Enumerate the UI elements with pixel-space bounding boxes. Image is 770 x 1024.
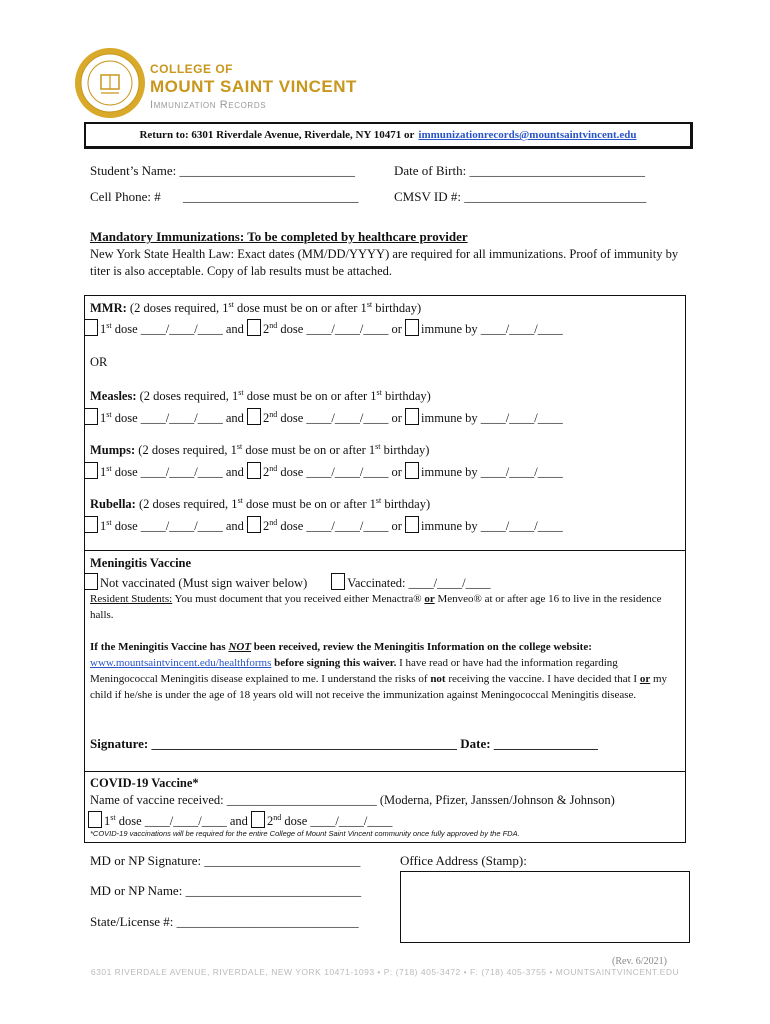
return-address-box	[84, 122, 693, 149]
return-email-link[interactable]: immunizationrecords@mountsaintvincent.edu	[418, 129, 637, 141]
student-name-field[interactable]: Student’s Name: ___________________________	[90, 163, 356, 178]
covid-dose2-date[interactable]: dose ____/____/____	[281, 814, 393, 828]
waiver-signature-line[interactable]: Signature: _______________________________________________ Date: ________________	[90, 736, 598, 751]
rubella-dose1-date[interactable]: dose ____/____/____ and	[111, 519, 248, 533]
covid-dose2-checkbox[interactable]	[251, 811, 265, 828]
covid-vaccine-name-field[interactable]: Name of vaccine received: ________________________ (Moderna, Pfizer, Janssen/Johnson & Johnson)	[90, 793, 615, 807]
md-signature-field[interactable]: MD or NP Signature: ________________________	[90, 853, 361, 868]
mumps-dose-row: 1st dose ____/____/____ and 2nd dose ____/____/____ or immune by ____/____/____	[84, 462, 563, 480]
form-subtitle: Immunization Records	[150, 99, 267, 111]
mmr-dose-row: 1st dose ____/____/____ and 2nd dose ____/____/____ or immune by ____/____/____	[84, 319, 563, 337]
college-name: MOUNT SAINT VINCENT	[150, 77, 357, 96]
md-name-field[interactable]: MD or NP Name: ___________________________	[90, 883, 362, 898]
mumps-dose2-checkbox[interactable]	[247, 462, 261, 479]
not-vaccinated-label: Not vaccinated (Must sign waiver below)	[100, 576, 308, 590]
mmr-dose1-checkbox[interactable]	[84, 319, 98, 336]
mmr-requirement: MMR: (2 doses required, 1st dose must be on or after 1st birthday)	[90, 299, 422, 315]
college-seal-logo	[74, 47, 146, 119]
mumps-immune-date[interactable]: immune by ____/____/____	[421, 465, 563, 479]
cell-phone-field[interactable]: ___________________________	[183, 189, 359, 204]
measles-immune-date[interactable]: immune by ____/____/____	[421, 411, 563, 425]
not-vaccinated-checkbox[interactable]	[84, 573, 98, 590]
revision-label: (Rev. 6/2021)	[612, 956, 667, 967]
healthforms-link[interactable]: www.mountsaintvincent.edu/healthforms	[90, 657, 272, 669]
mumps-dose1-checkbox[interactable]	[84, 462, 98, 479]
meningitis-title: Meningitis Vaccine	[90, 556, 192, 570]
office-address-label: Office Address (Stamp):	[400, 853, 527, 868]
mmr-dose2-date[interactable]: dose ____/____/____ or	[277, 322, 406, 336]
mandatory-heading: Mandatory Immunizations: To be completed by healthcare provider	[90, 229, 468, 244]
measles-dose-row: 1st dose ____/____/____ and 2nd dose ____/____/____ or immune by ____/____/____	[84, 408, 563, 426]
covid-footnote: *COVID-19 vaccinations will be required for the entire College of Mount Saint Vincent community once fully approved by the FDA.	[90, 829, 520, 838]
rubella-dose1-checkbox[interactable]	[84, 516, 98, 533]
mmr-title: MMR:	[90, 301, 127, 315]
mumps-dose1-date[interactable]: dose ____/____/____ and	[111, 465, 248, 479]
return-text: Return to: 6301 Riverdale Avenue, Riverdale, NY 10471 or	[139, 129, 415, 141]
meningitis-waiver-text: If the Meningitis Vaccine has NOT been received, review the Meningitis Information on the college website: www.mountsaintvincent.edu/healthforms before signing this waiver. I have read or have had the information regarding Meningococcal Meningitis disease explained to me. I understand the risks of not receiving the vaccine. I have decided that I or my child if he/she is under the age of 18 years old will not receive the immunization against Meningococcal Meningitis disease.	[90, 641, 668, 701]
date-of-birth-field[interactable]: Date of Birth: ___________________________	[394, 163, 645, 178]
footer-address: 6301 RIVERDALE AVENUE, RIVERDALE, NEW YORK 10471-1093 • P: (718) 405-3472 • F: (718) 405-3755 • MOUNTSAINTVINCENT.EDU	[90, 967, 680, 977]
mmr-immune-date[interactable]: immune by ____/____/____	[421, 322, 563, 336]
rubella-immune-date[interactable]: immune by ____/____/____	[421, 519, 563, 533]
measles-dose2-date[interactable]: dose ____/____/____ or	[277, 411, 406, 425]
cmsv-id-field[interactable]: CMSV ID #: ____________________________	[394, 189, 647, 204]
measles-title: Measles:	[90, 389, 137, 403]
covid-title: COVID-19 Vaccine*	[90, 776, 199, 790]
covid-dose1-checkbox[interactable]	[88, 811, 102, 828]
mumps-dose2-date[interactable]: dose ____/____/____ or	[277, 465, 406, 479]
measles-immune-checkbox[interactable]	[405, 408, 419, 425]
cell-phone-label: Cell Phone: #	[90, 189, 161, 204]
rubella-title: Rubella:	[90, 497, 136, 511]
rubella-dose2-checkbox[interactable]	[247, 516, 261, 533]
vaccinated-date[interactable]: Vaccinated: ____/____/____	[347, 576, 491, 590]
covid-dose-row: 1st dose ____/____/____ and 2nd dose ____/____/____	[88, 811, 392, 829]
measles-requirement: Measles: (2 doses required, 1st dose must be on or after 1st birthday)	[90, 387, 431, 403]
covid-dose1-date[interactable]: dose ____/____/____ and	[115, 814, 252, 828]
rubella-requirement: Rubella: (2 doses required, 1st dose must be on or after 1st birthday)	[90, 495, 431, 511]
office-stamp-box[interactable]	[400, 871, 690, 943]
college-of-label: COLLEGE OF	[150, 62, 233, 76]
mumps-immune-checkbox[interactable]	[405, 462, 419, 479]
measles-dose1-checkbox[interactable]	[84, 408, 98, 425]
meningitis-options	[84, 573, 491, 591]
measles-dose2-checkbox[interactable]	[247, 408, 261, 425]
rubella-dose-row: 1st dose ____/____/____ and 2nd dose ____/____/____ or immune by ____/____/____	[84, 516, 563, 534]
mmr-dose2-checkbox[interactable]	[247, 319, 261, 336]
mmr-dose1-date[interactable]: dose ____/____/____ and	[111, 322, 248, 336]
mumps-requirement: Mumps: (2 doses required, 1st dose must be on or after 1st birthday)	[90, 441, 430, 457]
or-divider: OR	[90, 355, 108, 369]
rubella-dose2-date[interactable]: dose ____/____/____ or	[277, 519, 406, 533]
mmr-immune-checkbox[interactable]	[405, 319, 419, 336]
vaccinated-checkbox[interactable]	[331, 573, 345, 590]
mumps-title: Mumps:	[90, 443, 136, 457]
state-license-field[interactable]: State/License #: ____________________________	[90, 914, 359, 929]
measles-dose1-date[interactable]: dose ____/____/____ and	[111, 411, 248, 425]
mandatory-text: New York State Health Law: Exact dates (MM/DD/YYYY) are required for all immunizations. Proof of immunity by titer is also acceptable. Copy of lab results must be attached.	[90, 247, 679, 278]
resident-students-note: Resident Students: You must document that you received either Menactra® or Menveo® at or after age 16 to live in the residence halls.	[90, 593, 662, 621]
rubella-immune-checkbox[interactable]	[405, 516, 419, 533]
